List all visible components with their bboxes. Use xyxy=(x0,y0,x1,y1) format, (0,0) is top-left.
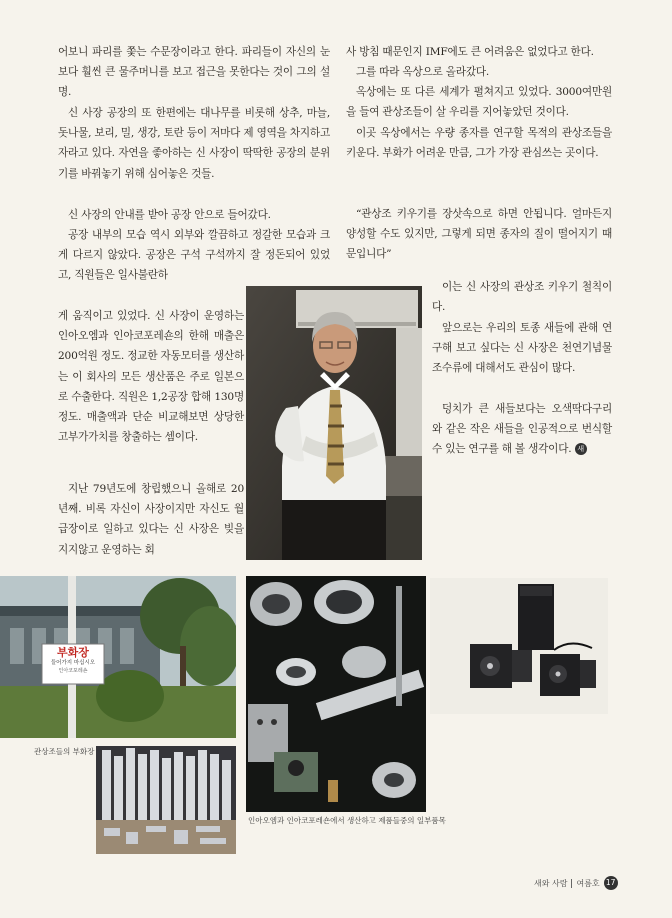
right-paragraph-8 xyxy=(432,399,612,460)
aluminum-parts-photo xyxy=(96,746,236,854)
hatchery-illustration xyxy=(0,576,236,738)
right-paragraph-1: 사 방침 때문인지 IMF에도 큰 어려움은 없었다고 한다. xyxy=(346,46,594,58)
footer-magazine-name: 새와 사람 xyxy=(534,878,568,888)
right-paragraph-2: 그를 따라 옥상으로 올라갔다. xyxy=(356,66,490,78)
machined-products-illustration xyxy=(246,576,426,812)
page-number-badge: 17 xyxy=(604,876,618,890)
left-paragraph-4b: 게 움직이고 있었다. 신 사장이 운영하는 인아오엠과 인아코포레숀의 한해 매출은 200억원 정도. 정교한 자동모터를 생산하는 이 회사의 모든 생산품은 주로 일본으로 수출한다. 직원은 1,2공장 합해 130명 정도. 매출액과 단순 비교해보면 상당한 고부가가치를 창출하는 셈이다. xyxy=(58,310,244,444)
aluminum-parts-illustration xyxy=(96,746,236,854)
right-paragraph-8-text: 덩치가 큰 새들보다는 오색딱다구리와 같은 작은 새들을 인공적으로 번식할 수 있는 연구를 해 볼 생각이다. xyxy=(432,403,612,456)
footer-season: 여름호 xyxy=(576,878,600,888)
sign-line-1: 들어가지 마십시오 xyxy=(50,660,96,666)
sign-title: 부화장 xyxy=(57,646,89,659)
page-footer xyxy=(534,876,646,890)
products-caption: 인아오엠과 인아코포레숀에서 생산하고 제품들중의 일부품목 xyxy=(248,816,446,825)
right-paragraph-3: 옥상에는 또 다른 세계가 펼쳐지고 있었다. 3000여만원을 들여 관상조들이 살 우리를 지어놓았던 것이다. xyxy=(346,86,612,119)
right-paragraph-7: 앞으로는 우리의 토종 새들에 관해 연구해 보고 싶다는 신 사장은 천연기념물 조수류에 대해서도 관심이 많다. xyxy=(432,322,612,375)
hatchery-photo xyxy=(0,576,236,738)
right-paragraph-5-quote: “관상조 키우기를 장삿속으로 하면 안됩니다. 얼마든지 양성할 수도 있지만, 그렇게 되면 종자의 질이 떨어지기 때문입니다” xyxy=(346,208,612,261)
left-paragraph-4a: 공장 내부의 모습 역시 외부와 깔끔하고 정갈한 모습과 크게 다르지 않았다. 공장은 구석 구석까지 잘 정돈되어 있었고, 직원들은 일사불란하 xyxy=(58,229,330,282)
hatchery-caption: 관상조들의 부화장 xyxy=(34,747,95,756)
hatchery-sign xyxy=(42,644,104,684)
motors-illustration xyxy=(430,578,608,714)
machined-products-photo xyxy=(246,576,426,812)
footer-divider xyxy=(571,879,572,888)
left-paragraph-3: 신 사장의 안내를 받아 공장 안으로 들어갔다. xyxy=(68,209,271,221)
left-paragraph-1: 어보니 파리를 쫓는 수문장이라고 한다. 파리들이 자신의 눈보다 훨씬 큰 물주머니를 보고 접근을 못한다는 것이 그의 설명. xyxy=(58,46,330,99)
sign-line-2: 인아코포레숀 xyxy=(58,668,88,674)
right-paragraph-6: 이는 신 사장의 관상조 키우기 철칙이다. xyxy=(432,281,612,314)
portrait-illustration xyxy=(246,286,422,560)
left-paragraph-2: 신 사장 공장의 또 한편에는 대나무를 비롯해 상추, 마늘, 돗나물, 보리, 밀, 생강, 토란 등이 저마다 제 영역을 차지하고 자라고 있다. 자연을 좋아하는 신 사장이 딱딱한 공장의 분위기를 바꿔놓기 위해 심어놓은 것들. xyxy=(58,107,330,180)
ceo-portrait-photo xyxy=(246,286,422,560)
right-paragraph-4: 이곳 옥상에서는 우량 종자를 연구할 목적의 관상조들을 키운다. 부화가 어려운 만큼, 그가 가장 관심쓰는 곳이다. xyxy=(346,127,612,160)
motors-photo xyxy=(430,578,608,714)
end-mark-icon: 새 xyxy=(575,443,587,455)
left-paragraph-5: 지난 79년도에 창립했으니 올해로 20년째. 비록 자신이 사장이지만 자신도 월급장이로 일하고 있다는 신 사장은 빚을 지지않고 운영하는 회 xyxy=(58,483,244,556)
